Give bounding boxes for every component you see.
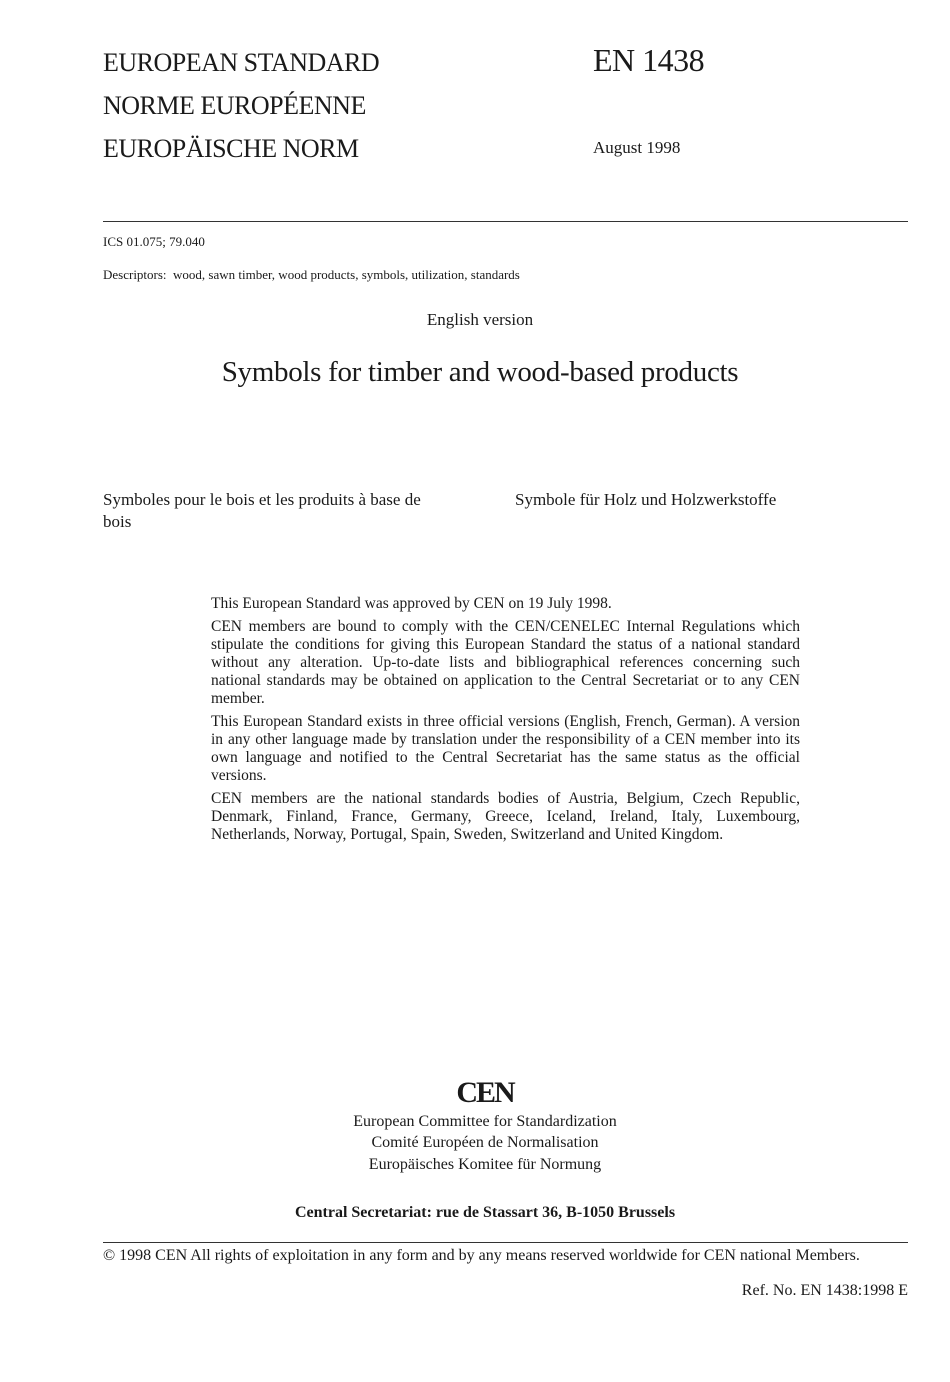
approval-paragraph: This European Standard was approved by CEN on 19 July 1998. (211, 595, 612, 612)
cen-name-fr: Comité Européen de Normalisation (371, 1134, 599, 1151)
standard-date: August 1998 (593, 138, 681, 157)
standard-number: EN 1438 (593, 42, 705, 78)
footer-divider (103, 1242, 908, 1243)
document-title: Symbols for timber and wood-based products (221, 356, 739, 388)
copyright-notice: © 1998 CEN All rights of exploitation in any form and by any means reserved worldwide for CEN national Members. (103, 1247, 860, 1264)
members-paragraph: CEN members are the national standards bodies of Austria, Belgium, Czech Republic, Denmark, Finland, France, Germany, Greece, Iceland, Ireland, Italy, Luxembourg, Netherlands, Norway, Portugal, Spain, Sweden, Switzerland and United Kingdom. (211, 790, 800, 843)
descriptors: Descriptors: wood, sawn timber, wood products, symbols, utilization, standards (103, 267, 520, 282)
secretariat-address: Central Secretariat: rue de Stassart 36, B-1050 Brussels (294, 1204, 676, 1221)
header-line-fr: NORME EUROPÉENNE (103, 91, 366, 120)
compliance-paragraph: CEN members are bound to comply with the CEN/CENELEC Internal Regulations which stipulate the conditions for giving this European Standard the status of a national standard without any alteration. Up-to-date lists and bibliographical references concerning such national standards may be obtained on application to the Central Secretariat or to any CEN member. (211, 618, 800, 707)
german-title: Symbole für Holz und Holzwerkstoffe (515, 490, 777, 509)
versions-paragraph: This European Standard exists in three official versions (English, French, German). A version in any other language made by translation under the responsibility of a CEN member into its own language and notified to the Central Secretariat has the same status as the official versions. (211, 713, 800, 784)
header-line-en: EUROPEAN STANDARD (103, 48, 380, 77)
header-line-de: EUROPÄISCHE NORM (103, 134, 359, 163)
version-label: English version (426, 310, 534, 329)
ics-code: ICS 01.075; 79.040 (103, 234, 205, 249)
header-divider (103, 221, 908, 222)
french-title: Symboles pour le bois et les produits à base de bois (103, 490, 421, 531)
cen-name-de: Europäisches Komitee für Normung (368, 1156, 602, 1173)
cen-logo: CEN (456, 1076, 514, 1109)
approval-text (211, 595, 800, 849)
reference-number: Ref. No. EN 1438:1998 E (741, 1282, 908, 1299)
cen-name-en: European Committee for Standardization (353, 1113, 617, 1130)
